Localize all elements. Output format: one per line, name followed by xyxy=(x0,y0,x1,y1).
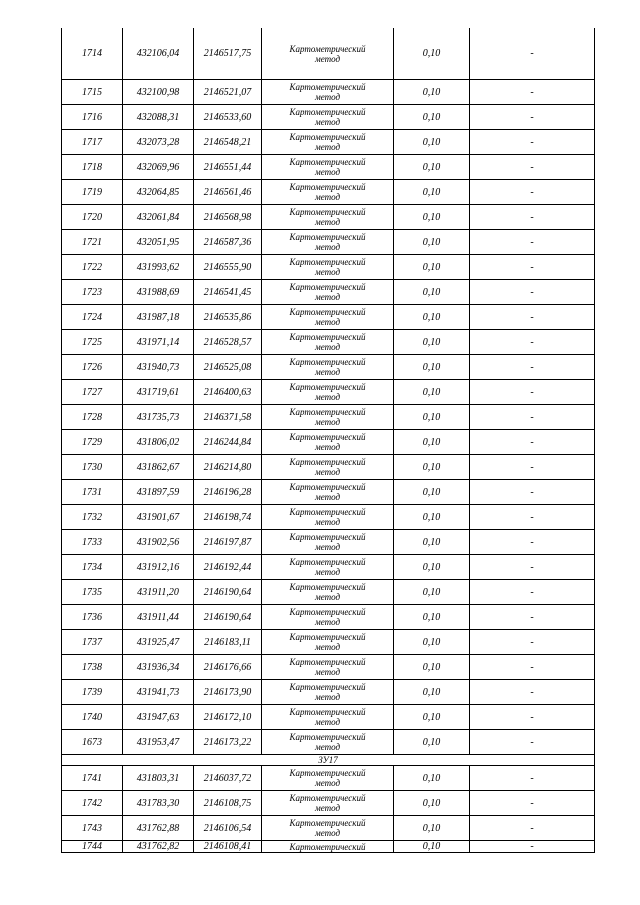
method-line: Картометрический xyxy=(289,632,366,642)
y-coordinate-cell: 2146183,11 xyxy=(194,630,262,655)
method-cell xyxy=(262,455,394,480)
y-coordinate-cell: 2146037,72 xyxy=(194,766,262,791)
y-coordinate-cell: 2146173,22 xyxy=(194,730,262,755)
table-row xyxy=(62,841,595,853)
point-number-cell: 1720 xyxy=(62,205,123,230)
method-cell xyxy=(262,155,394,180)
table-row xyxy=(62,791,595,816)
method-line: Картометрический xyxy=(289,357,366,367)
point-number-cell: 1717 xyxy=(62,130,123,155)
note-cell: - xyxy=(470,430,595,455)
method-cell xyxy=(262,580,394,605)
point-number-cell: 1721 xyxy=(62,230,123,255)
accuracy-cell: 0,10 xyxy=(394,380,470,405)
method-line: метод xyxy=(314,292,341,302)
table-row xyxy=(62,555,595,580)
method-line: Картометрический xyxy=(289,232,366,242)
method-cell xyxy=(262,530,394,555)
method-line: метод xyxy=(314,617,341,627)
accuracy-cell: 0,10 xyxy=(394,816,470,841)
y-coordinate-cell: 2146198,74 xyxy=(194,505,262,530)
table-row xyxy=(62,380,595,405)
point-number-cell: 1730 xyxy=(62,455,123,480)
x-coordinate-cell: 431783,30 xyxy=(123,791,194,816)
point-number-cell: 1739 xyxy=(62,680,123,705)
x-coordinate-cell: 432100,98 xyxy=(123,80,194,105)
note-cell: - xyxy=(470,730,595,755)
method-line: Картометрический xyxy=(289,207,366,217)
method-line: Картометрический xyxy=(289,132,366,142)
accuracy-cell: 0,10 xyxy=(394,555,470,580)
method-cell xyxy=(262,105,394,130)
y-coordinate-cell: 2146190,64 xyxy=(194,580,262,605)
section-header-row-group xyxy=(62,755,595,766)
table-row xyxy=(62,730,595,755)
note-cell: - xyxy=(470,280,595,305)
point-number-cell: 1735 xyxy=(62,580,123,605)
table-row xyxy=(62,655,595,680)
table-row xyxy=(62,530,595,555)
method-cell xyxy=(262,305,394,330)
x-coordinate-cell: 431947,63 xyxy=(123,705,194,730)
x-coordinate-cell: 431897,59 xyxy=(123,480,194,505)
table-row xyxy=(62,155,595,180)
note-cell: - xyxy=(470,630,595,655)
method-line: Картометрический xyxy=(289,43,366,54)
method-line: метод xyxy=(314,717,341,727)
method-cell xyxy=(262,841,394,853)
method-line: Картометрический xyxy=(289,793,366,803)
coordinates-table xyxy=(61,28,595,853)
method-cell xyxy=(262,255,394,280)
accuracy-cell: 0,10 xyxy=(394,455,470,480)
note-cell: - xyxy=(470,605,595,630)
x-coordinate-cell: 432061,84 xyxy=(123,205,194,230)
accuracy-cell: 0,10 xyxy=(394,505,470,530)
x-coordinate-cell: 431902,56 xyxy=(123,530,194,555)
accuracy-cell: 0,10 xyxy=(394,130,470,155)
method-line: метод xyxy=(314,467,341,477)
method-line: Картометрический xyxy=(289,332,366,342)
method-line: метод xyxy=(314,692,341,702)
method-line: Картометрический xyxy=(289,432,366,442)
method-line: метод xyxy=(314,778,341,788)
method-line: Картометрический xyxy=(289,582,366,592)
method-line: Картометрический xyxy=(289,182,366,192)
method-line: метод xyxy=(314,667,341,677)
y-coordinate-cell: 2146173,90 xyxy=(194,680,262,705)
note-cell: - xyxy=(470,766,595,791)
method-line: Картометрический xyxy=(289,841,366,852)
note-cell: - xyxy=(470,555,595,580)
point-number-cell: 1723 xyxy=(62,280,123,305)
method-line: метод xyxy=(314,192,341,202)
accuracy-cell: 0,10 xyxy=(394,155,470,180)
x-coordinate-cell: 431806,02 xyxy=(123,430,194,455)
x-coordinate-cell: 432088,31 xyxy=(123,105,194,130)
method-line: Картометрический xyxy=(289,457,366,467)
note-cell: - xyxy=(470,255,595,280)
point-number-cell: 1736 xyxy=(62,605,123,630)
y-coordinate-cell: 2146587,36 xyxy=(194,230,262,255)
point-number-cell: 1716 xyxy=(62,105,123,130)
accuracy-cell: 0,10 xyxy=(394,205,470,230)
x-coordinate-cell: 431911,44 xyxy=(123,605,194,630)
note-cell: - xyxy=(470,155,595,180)
y-coordinate-cell: 2146400,63 xyxy=(194,380,262,405)
accuracy-cell: 0,10 xyxy=(394,841,470,853)
point-number-cell: 1724 xyxy=(62,305,123,330)
method-line: метод xyxy=(314,542,341,552)
table-row xyxy=(62,28,595,80)
point-number-cell: 1741 xyxy=(62,766,123,791)
method-line: Картометрический xyxy=(289,307,366,317)
x-coordinate-cell: 431988,69 xyxy=(123,280,194,305)
method-cell xyxy=(262,730,394,755)
note-cell: - xyxy=(470,180,595,205)
y-coordinate-cell: 2146106,54 xyxy=(194,816,262,841)
accuracy-cell: 0,10 xyxy=(394,305,470,330)
table-row xyxy=(62,130,595,155)
x-coordinate-cell: 431901,67 xyxy=(123,505,194,530)
table-row xyxy=(62,630,595,655)
table-row xyxy=(62,330,595,355)
method-line: Картометрический xyxy=(289,282,366,292)
point-number-cell: 1744 xyxy=(62,841,123,853)
method-line: метод xyxy=(314,417,341,427)
method-cell xyxy=(262,330,394,355)
table-row xyxy=(62,680,595,705)
method-line: метод xyxy=(314,167,341,177)
accuracy-cell: 0,10 xyxy=(394,680,470,705)
method-line: метод xyxy=(314,53,341,64)
x-coordinate-cell: 431912,16 xyxy=(123,555,194,580)
method-cell xyxy=(262,605,394,630)
point-number-cell: 1737 xyxy=(62,630,123,655)
y-coordinate-cell: 2146197,87 xyxy=(194,530,262,555)
point-number-cell: 1731 xyxy=(62,480,123,505)
method-cell xyxy=(262,655,394,680)
note-cell: - xyxy=(470,455,595,480)
table-row xyxy=(62,705,595,730)
accuracy-cell: 0,10 xyxy=(394,255,470,280)
x-coordinate-cell: 431940,73 xyxy=(123,355,194,380)
method-cell xyxy=(262,28,394,80)
accuracy-cell: 0,10 xyxy=(394,605,470,630)
y-coordinate-cell: 2146541,45 xyxy=(194,280,262,305)
method-cell xyxy=(262,766,394,791)
y-coordinate-cell: 2146190,64 xyxy=(194,605,262,630)
y-coordinate-cell: 2146371,58 xyxy=(194,405,262,430)
y-coordinate-cell: 2146196,28 xyxy=(194,480,262,505)
y-coordinate-cell: 2146555,90 xyxy=(194,255,262,280)
point-number-cell: 1740 xyxy=(62,705,123,730)
method-line: Картометрический xyxy=(289,682,366,692)
note-cell: - xyxy=(470,705,595,730)
point-number-cell: 1719 xyxy=(62,180,123,205)
method-line: метод xyxy=(314,803,341,813)
accuracy-cell: 0,10 xyxy=(394,430,470,455)
method-cell xyxy=(262,816,394,841)
point-number-cell: 1743 xyxy=(62,816,123,841)
note-cell: - xyxy=(470,505,595,530)
table-body-main xyxy=(62,28,595,755)
method-line: Картометрический xyxy=(289,768,366,778)
method-line: метод xyxy=(314,492,341,502)
method-line: Картометрический xyxy=(289,732,366,742)
point-number-cell: 1728 xyxy=(62,405,123,430)
accuracy-cell: 0,10 xyxy=(394,791,470,816)
x-coordinate-cell: 431762,82 xyxy=(123,841,194,853)
y-coordinate-cell: 2146535,86 xyxy=(194,305,262,330)
x-coordinate-cell: 431936,34 xyxy=(123,655,194,680)
x-coordinate-cell: 431953,47 xyxy=(123,730,194,755)
y-coordinate-cell: 2146517,75 xyxy=(194,28,262,80)
point-number-cell: 1738 xyxy=(62,655,123,680)
point-number-cell: 1714 xyxy=(62,28,123,80)
point-number-cell: 1715 xyxy=(62,80,123,105)
table-row xyxy=(62,580,595,605)
note-cell: - xyxy=(470,28,595,80)
accuracy-cell: 0,10 xyxy=(394,105,470,130)
note-cell: - xyxy=(470,530,595,555)
point-number-cell: 1718 xyxy=(62,155,123,180)
method-cell xyxy=(262,380,394,405)
method-cell xyxy=(262,180,394,205)
note-cell: - xyxy=(470,230,595,255)
point-number-cell: 1725 xyxy=(62,330,123,355)
table-row xyxy=(62,230,595,255)
accuracy-cell: 0,10 xyxy=(394,280,470,305)
y-coordinate-cell: 2146244,84 xyxy=(194,430,262,455)
accuracy-cell: 0,10 xyxy=(394,28,470,80)
table-row xyxy=(62,505,595,530)
accuracy-cell: 0,10 xyxy=(394,330,470,355)
x-coordinate-cell: 431941,73 xyxy=(123,680,194,705)
method-line: метод xyxy=(314,742,341,752)
method-line: метод xyxy=(314,828,341,838)
table-row xyxy=(62,605,595,630)
point-number-cell: 1722 xyxy=(62,255,123,280)
method-cell xyxy=(262,430,394,455)
table-row xyxy=(62,405,595,430)
x-coordinate-cell: 431911,20 xyxy=(123,580,194,605)
x-coordinate-cell: 431862,67 xyxy=(123,455,194,480)
x-coordinate-cell: 431735,73 xyxy=(123,405,194,430)
table-row xyxy=(62,455,595,480)
note-cell: - xyxy=(470,105,595,130)
method-cell xyxy=(262,705,394,730)
y-coordinate-cell: 2146561,46 xyxy=(194,180,262,205)
note-cell: - xyxy=(470,305,595,330)
note-cell: - xyxy=(470,480,595,505)
method-line: Картометрический xyxy=(289,82,366,92)
accuracy-cell: 0,10 xyxy=(394,730,470,755)
note-cell: - xyxy=(470,130,595,155)
accuracy-cell: 0,10 xyxy=(394,766,470,791)
method-line: метод xyxy=(314,92,341,102)
note-cell: - xyxy=(470,80,595,105)
table-row xyxy=(62,305,595,330)
method-line: метод xyxy=(314,567,341,577)
method-cell xyxy=(262,480,394,505)
x-coordinate-cell: 432073,28 xyxy=(123,130,194,155)
accuracy-cell: 0,10 xyxy=(394,705,470,730)
x-coordinate-cell: 432051,95 xyxy=(123,230,194,255)
accuracy-cell: 0,10 xyxy=(394,580,470,605)
x-coordinate-cell: 431987,18 xyxy=(123,305,194,330)
method-cell xyxy=(262,355,394,380)
note-cell: - xyxy=(470,580,595,605)
method-line: Картометрический xyxy=(289,107,366,117)
section-label: ЗУ17 xyxy=(62,755,595,766)
y-coordinate-cell: 2146108,41 xyxy=(194,841,262,853)
method-line: метод xyxy=(314,442,341,452)
accuracy-cell: 0,10 xyxy=(394,530,470,555)
method-cell xyxy=(262,791,394,816)
method-line: метод xyxy=(314,642,341,652)
method-line: метод xyxy=(314,267,341,277)
method-line: Картометрический xyxy=(289,707,366,717)
method-cell xyxy=(262,505,394,530)
method-line: Картометрический xyxy=(289,157,366,167)
method-line: метод xyxy=(314,117,341,127)
accuracy-cell: 0,10 xyxy=(394,405,470,430)
method-line: метод xyxy=(314,142,341,152)
point-number-cell: 1726 xyxy=(62,355,123,380)
method-cell xyxy=(262,630,394,655)
accuracy-cell: 0,10 xyxy=(394,355,470,380)
x-coordinate-cell: 431719,61 xyxy=(123,380,194,405)
point-number-cell: 1734 xyxy=(62,555,123,580)
accuracy-cell: 0,10 xyxy=(394,230,470,255)
point-number-cell: 1727 xyxy=(62,380,123,405)
point-number-cell: 1733 xyxy=(62,530,123,555)
method-line: Картометрический xyxy=(289,407,366,417)
table-row xyxy=(62,205,595,230)
y-coordinate-cell: 2146568,98 xyxy=(194,205,262,230)
accuracy-cell: 0,10 xyxy=(394,630,470,655)
point-number-cell: 1673 xyxy=(62,730,123,755)
method-line: Картометрический xyxy=(289,257,366,267)
x-coordinate-cell: 431993,62 xyxy=(123,255,194,280)
method-line: метод xyxy=(314,217,341,227)
y-coordinate-cell: 2146551,44 xyxy=(194,155,262,180)
section-row xyxy=(62,755,595,766)
method-line: метод xyxy=(314,342,341,352)
method-line: Картометрический xyxy=(289,382,366,392)
method-cell xyxy=(262,80,394,105)
note-cell: - xyxy=(470,841,595,853)
method-cell xyxy=(262,205,394,230)
method-line: метод xyxy=(314,592,341,602)
method-cell xyxy=(262,555,394,580)
table-row xyxy=(62,355,595,380)
y-coordinate-cell: 2146108,75 xyxy=(194,791,262,816)
method-line: метод xyxy=(314,242,341,252)
table-row xyxy=(62,180,595,205)
method-line: Картометрический xyxy=(289,557,366,567)
table-row xyxy=(62,480,595,505)
method-cell xyxy=(262,680,394,705)
note-cell: - xyxy=(470,205,595,230)
method-cell xyxy=(262,405,394,430)
method-line: Картометрический xyxy=(289,818,366,828)
method-line: Картометрический xyxy=(289,532,366,542)
method-line: Картометрический xyxy=(289,482,366,492)
x-coordinate-cell: 432069,96 xyxy=(123,155,194,180)
method-cell xyxy=(262,230,394,255)
note-cell: - xyxy=(470,680,595,705)
y-coordinate-cell: 2146548,21 xyxy=(194,130,262,155)
method-line: метод xyxy=(314,367,341,377)
table-row xyxy=(62,80,595,105)
table-row xyxy=(62,816,595,841)
accuracy-cell: 0,10 xyxy=(394,480,470,505)
table-body-section xyxy=(62,766,595,853)
note-cell: - xyxy=(470,655,595,680)
method-line: Картометрический xyxy=(289,507,366,517)
y-coordinate-cell: 2146176,66 xyxy=(194,655,262,680)
y-coordinate-cell: 2146533,60 xyxy=(194,105,262,130)
method-line: Картометрический xyxy=(289,607,366,617)
method-line: Картометрический xyxy=(289,657,366,667)
table-row xyxy=(62,280,595,305)
y-coordinate-cell: 2146528,57 xyxy=(194,330,262,355)
y-coordinate-cell: 2146525,08 xyxy=(194,355,262,380)
note-cell: - xyxy=(470,405,595,430)
note-cell: - xyxy=(470,355,595,380)
method-line: метод xyxy=(314,517,341,527)
method-cell xyxy=(262,130,394,155)
note-cell: - xyxy=(470,791,595,816)
point-number-cell: 1732 xyxy=(62,505,123,530)
point-number-cell: 1742 xyxy=(62,791,123,816)
x-coordinate-cell: 431803,31 xyxy=(123,766,194,791)
y-coordinate-cell: 2146192,44 xyxy=(194,555,262,580)
table-row xyxy=(62,255,595,280)
x-coordinate-cell: 431925,47 xyxy=(123,630,194,655)
accuracy-cell: 0,10 xyxy=(394,80,470,105)
table-row xyxy=(62,766,595,791)
note-cell: - xyxy=(470,380,595,405)
x-coordinate-cell: 431971,14 xyxy=(123,330,194,355)
method-cell xyxy=(262,280,394,305)
x-coordinate-cell: 432106,04 xyxy=(123,28,194,80)
method-line: метод xyxy=(314,392,341,402)
y-coordinate-cell: 2146521,07 xyxy=(194,80,262,105)
x-coordinate-cell: 432064,85 xyxy=(123,180,194,205)
table-row xyxy=(62,105,595,130)
note-cell: - xyxy=(470,816,595,841)
y-coordinate-cell: 2146214,80 xyxy=(194,455,262,480)
method-line: метод xyxy=(314,317,341,327)
y-coordinate-cell: 2146172,10 xyxy=(194,705,262,730)
table-row xyxy=(62,430,595,455)
accuracy-cell: 0,10 xyxy=(394,655,470,680)
accuracy-cell: 0,10 xyxy=(394,180,470,205)
note-cell: - xyxy=(470,330,595,355)
x-coordinate-cell: 431762,88 xyxy=(123,816,194,841)
point-number-cell: 1729 xyxy=(62,430,123,455)
